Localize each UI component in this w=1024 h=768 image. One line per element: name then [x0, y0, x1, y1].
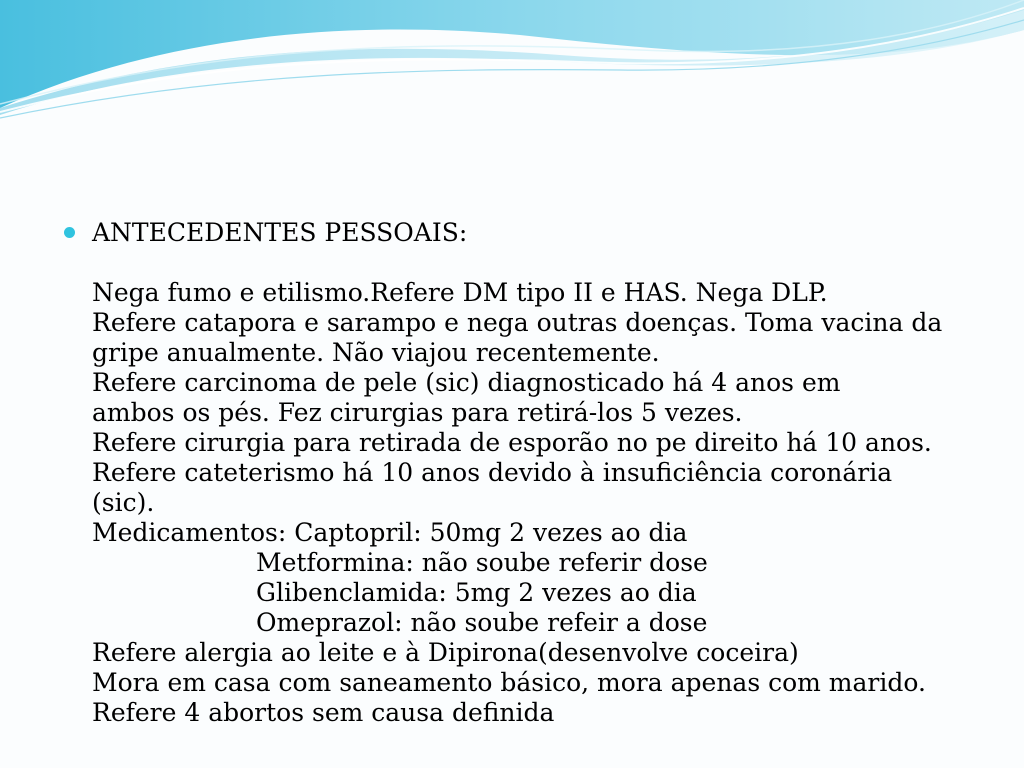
bullet-icon	[64, 227, 75, 238]
text-line: Refere 4 abortos sem causa definida	[92, 698, 555, 727]
text-line: (sic).	[92, 488, 155, 517]
text-line: Refere carcinoma de pele (sic) diagnosticado há 4 anos em	[92, 368, 841, 397]
medication-line: Metformina: não soube referir dose	[256, 548, 708, 577]
medication-line: Glibenclamida: 5mg 2 vezes ao dia	[256, 578, 697, 607]
text-line: Refere cirurgia para retirada de esporão no pe direito há 10 anos.	[92, 428, 932, 457]
text-line: Refere catapora e sarampo e nega outras doenças. Toma vacina da	[92, 308, 943, 337]
header-wave-decoration	[0, 0, 1024, 130]
text-line: Nega fumo e etilismo.Refere DM tipo II e HAS. Nega DLP.	[92, 278, 828, 307]
text-line: Refere alergia ao leite e à Dipirona(desenvolve coceira)	[92, 638, 799, 667]
medication-line: Omeprazol: não soube refeir a dose	[256, 608, 708, 637]
text-line: Refere cateterismo há 10 anos devido à insuficiência coronária	[92, 458, 893, 487]
section-heading: ANTECEDENTES PESSOAIS:	[92, 218, 468, 247]
text-line: Mora em casa com saneamento básico, mora apenas com marido.	[92, 668, 926, 697]
slide-body	[92, 218, 992, 728]
text-line: ambos os pés. Fez cirurgias para retirá-los 5 vezes.	[92, 398, 743, 427]
text-line: Medicamentos: Captopril: 50mg 2 vezes ao dia	[92, 518, 688, 547]
text-line: gripe anualmente. Não viajou recentemente.	[92, 338, 660, 367]
